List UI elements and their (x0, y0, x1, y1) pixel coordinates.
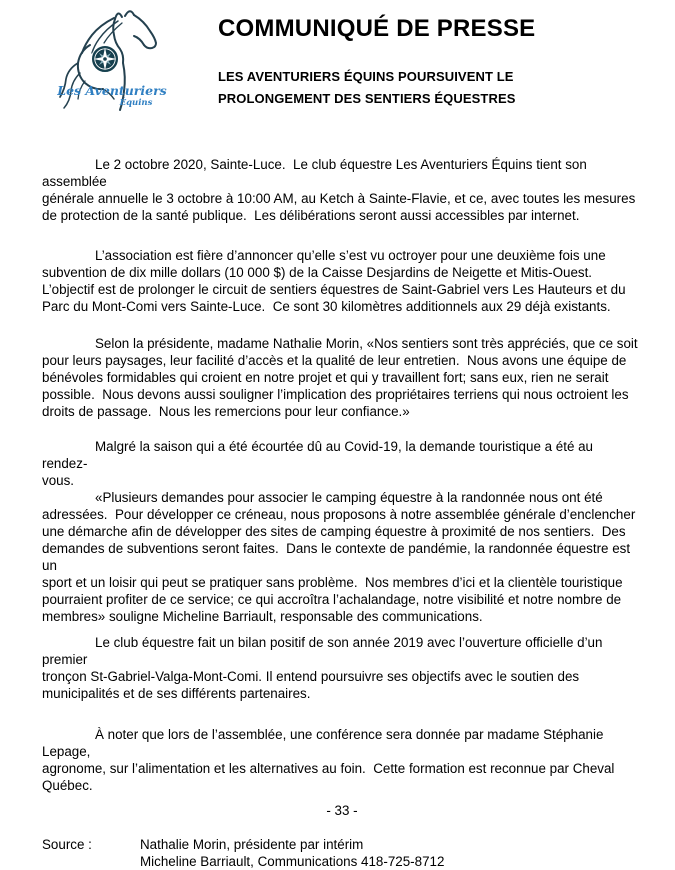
text-line: subvention de dix mille dollars (10 000 $) de la Caisse Desjardins de Neigette et Mitis-Ouest. (42, 265, 593, 280)
club-logo (52, 4, 168, 110)
compass-rose-icon (92, 46, 119, 73)
text-line: «Plusieurs demandes pour associer le camping équestre à la randonnée nous ont été (95, 490, 603, 505)
text-line: LES AVENTURIERS ÉQUINS POURSUIVENT LE (218, 69, 514, 84)
horse-compass-logo-icon (52, 4, 168, 110)
body-paragraph (42, 726, 642, 794)
text-line: demandes de subventions seront faites. Dans le contexte de pandémie, la randonnée équestre est un (42, 541, 634, 573)
text-line: vous. (42, 473, 75, 488)
source-label: Source : (42, 837, 92, 852)
text-line: tronçon St-Gabriel-Valga-Mont-Comi. Il entend poursuivre ses objectifs avec le soutien des (42, 669, 580, 684)
document-subtitle (218, 66, 516, 110)
body-paragraph (42, 156, 642, 224)
text-line: pourraient profiter de ce service; ce qui accroîtra l’achalandage, notre visibilité et notre nombre de (42, 592, 622, 607)
text-line: PROLONGEMENT DES SENTIERS ÉQUESTRES (218, 91, 516, 106)
text-line: bénévoles formidables qui croient en notre projet et qui y travaillent fort; sans eux, rien ne serait (42, 370, 609, 385)
text-line: Nathalie Morin, présidente par intérim (140, 837, 364, 852)
text-line: sport et un loisir qui peut se pratiquer sans problème. Nos membres d’ici et la clientèle touristique (42, 575, 623, 590)
text-line: une démarche afin de développer des sites de camping équestre à proximité de nos sentiers. Des (42, 524, 626, 539)
source-contact-lines (140, 836, 444, 870)
text-line: L’objectif est de prolonger le circuit de sentiers équestres de Saint-Gabriel vers Les Hauteurs et du (42, 282, 626, 297)
text-line: Le 2 octobre 2020, Sainte-Luce. Le club équestre Les Aventuriers Équins tient son assemblée (42, 157, 591, 189)
text-line: droits de passage. Nous les remercions pour leur confiance.» (42, 404, 410, 419)
body-paragraph (42, 438, 642, 489)
text-line: générale annuelle le 3 octobre à 10:00 AM, au Ketch à Sainte-Flavie, et ce, avec toutes les mesures (42, 191, 636, 206)
document-title: COMMUNIQUÉ DE PRESSE (218, 15, 536, 42)
text-line: L’association est fière d’annoncer qu’elle s’est vu octroyer pour une deuxième fois une (95, 248, 606, 263)
text-line: adressées. Pour développer ce créneau, nous proposons à notre assemblée générale d’enclencher (42, 507, 636, 522)
body-paragraph (42, 247, 642, 315)
text-line: Selon la présidente, madame Nathalie Morin, «Nos sentiers sont très appréciés, que ce soit (95, 336, 638, 351)
text-line: membres» souligne Micheline Barriault, responsable des communications. (42, 609, 483, 624)
source-block (42, 836, 642, 870)
logo-wordmark-primary: Les Aventuriers (57, 83, 167, 98)
text-line: Le club équestre fait un bilan positif de son année 2019 avec l’ouverture officielle d’un premier (42, 635, 607, 667)
body-paragraph (42, 489, 642, 625)
press-release-body (42, 156, 642, 870)
text-line: Parc du Mont-Comi vers Sainte-Luce. Ce sont 30 kilomètres additionnels aux 29 déjà existants. (42, 299, 611, 314)
text-line: À noter que lors de l’assemblée, une conférence sera donnée par madame Stéphanie Lepage, (42, 727, 608, 759)
text-line: possible. Nous devons aussi souligner l’implication des propriétaires terriens qui nous octroient les (42, 387, 629, 402)
body-paragraph (42, 634, 642, 702)
text-line: Québec. (42, 778, 93, 793)
text-line: municipalités et de ses différents partenaires. (42, 686, 311, 701)
body-paragraph (42, 335, 642, 420)
text-line: agronome, sur l’alimentation et les alternatives au foin. Cette formation est reconnue par Cheval (42, 761, 615, 776)
text-line: pour leurs paysages, leur facilité d’accès et la qualité de leur entretien. Nous avons une équipe de (42, 353, 627, 368)
end-marker: - 33 - (326, 803, 358, 818)
text-line: Micheline Barriault, Communications 418-725-8712 (140, 854, 445, 869)
text-line: de protection de la santé publique. Les délibérations seront aussi accessibles par internet. (42, 208, 580, 223)
text-line: Malgré la saison qui a été écourtée dû au Covid-19, la demande touristique a été au rendez- (42, 439, 597, 471)
logo-wordmark-secondary: Équins (119, 98, 153, 108)
